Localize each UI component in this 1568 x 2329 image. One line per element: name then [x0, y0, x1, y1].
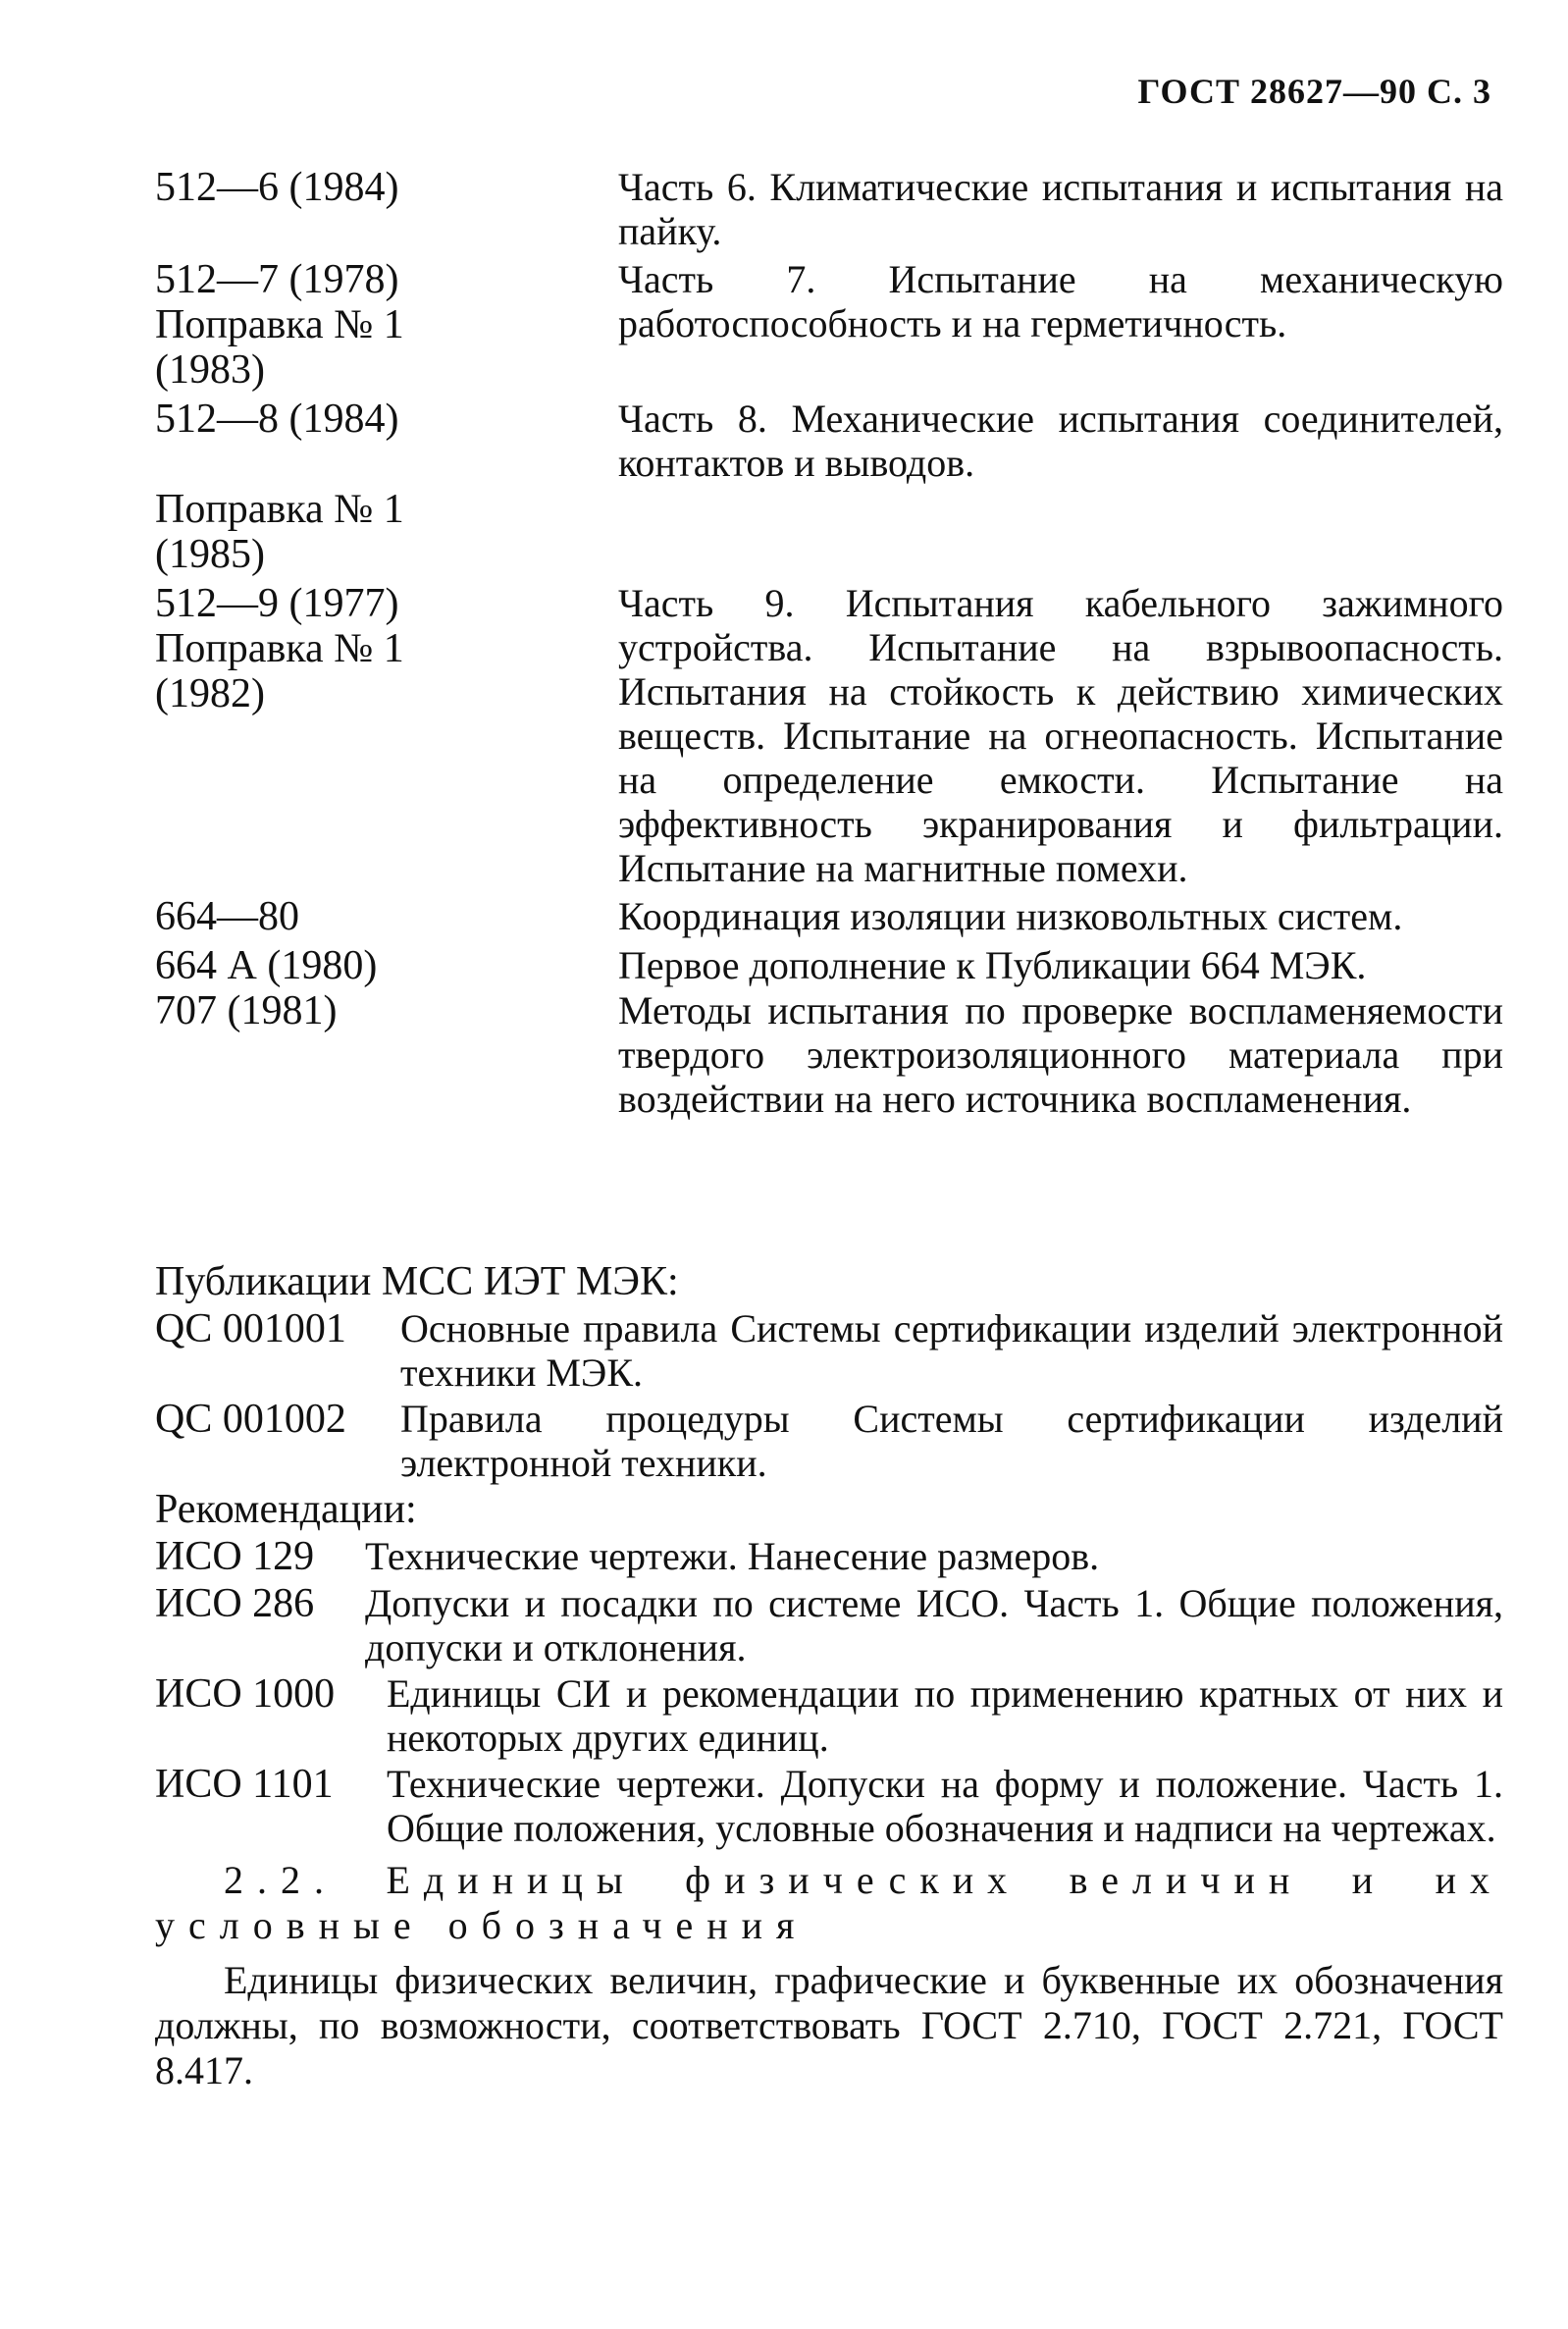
reference-description: Часть 8. Механические испытания соединителей, контактов и выводов. [618, 397, 1503, 485]
reference-code-line: 664—80 [155, 894, 299, 939]
reference-code [155, 581, 618, 716]
reference-code-line: 707 (1981) [155, 988, 338, 1033]
reference-code-line: 512—9 (1977) [155, 581, 399, 626]
recommendation-code: ИСО 1000 [155, 1671, 336, 1717]
publications-title: Публикации МСС ИЭТ МЭК: [155, 1259, 679, 1304]
reference-row [155, 988, 1503, 1121]
reference-code [155, 943, 618, 988]
reference-description: Часть 9. Испытания кабельного зажимного устройства. Испытание на взрывоопасность. Испытания на стойкость к действию химических веществ. Испытание на огнеопасность. Испытание на определение емкости. Испытание на эффективность экранирования и фильтрации. Испытание на магнитные помехи. [618, 581, 1503, 890]
reference-description: Координация изоляции низковольтных систем. [618, 894, 1403, 938]
reference-row [155, 894, 1503, 939]
recommendation-description: Технические чертежи. Нанесение размеров. [365, 1534, 1100, 1578]
publication-description: Основные правила Системы сертификации изделий электронной техники МЭК. [400, 1306, 1503, 1395]
publication-item [155, 1397, 1503, 1485]
recommendation-code: ИСО 129 [155, 1534, 315, 1579]
reference-description: Часть 7. Испытание на механическую работоспособность и на герметичность. [618, 257, 1503, 345]
reference-code-line: (1985) [155, 532, 265, 577]
reference-description: Методы испытания по проверке воспламеняемости твердого электроизоляционного материала при воздействии на него источника воспламенения. [618, 988, 1503, 1121]
publication-code: QC 001002 [155, 1397, 346, 1442]
publications-section [155, 1259, 1503, 2093]
reference-row [155, 581, 1503, 890]
reference-code-line: Поправка № 1 [155, 626, 404, 671]
reference-code [155, 165, 618, 210]
recommendation-description: Единицы СИ и рекомендации по применению кратных от них и некоторых других единиц. [387, 1671, 1503, 1760]
reference-row [155, 165, 1503, 253]
recommendation-description: Допуски и посадки по системе ИСО. Часть 1. Общие положения, допуски и отклонения. [365, 1581, 1503, 1669]
page-header: ГОСТ 28627—90 С. 3 [1137, 72, 1491, 111]
reference-code-line: (1983) [155, 347, 265, 393]
reference-code-line: 512—8 (1984) [155, 397, 399, 442]
clause-text: Единицы физических величин, графические и буквенные их обозначения должны, по возможности, соответствовать ГОСТ 2.710, ГОСТ 2.721, ГОСТ 8.417. [155, 1958, 1503, 2092]
reference-code [155, 894, 618, 939]
reference-code-spacer [155, 442, 618, 487]
reference-code-line: (1982) [155, 671, 265, 716]
reference-description: Часть 6. Климатические испытания и испытания на пайку. [618, 165, 1503, 253]
reference-code-line: Поправка № 1 [155, 302, 404, 347]
reference-code-line: 512—7 (1978) [155, 257, 399, 302]
reference-table [155, 165, 1503, 1125]
reference-code [155, 397, 618, 577]
recommendation-item [155, 1671, 1503, 1760]
recommendations-title: Рекомендации: [155, 1487, 417, 1532]
publication-code: QC 001001 [155, 1306, 346, 1351]
reference-row [155, 397, 1503, 577]
recommendation-code: ИСО 1101 [155, 1762, 334, 1807]
reference-code [155, 257, 618, 393]
recommendation-item [155, 1534, 1503, 1579]
reference-code-line: 512—6 (1984) [155, 165, 399, 210]
recommendation-item [155, 1581, 1503, 1669]
reference-code-line: 664 А (1980) [155, 943, 378, 988]
recommendation-description: Технические чертежи. Допуски на форму и положение. Часть 1. Общие положения, условные обозначения и надписи на чертежах. [387, 1762, 1503, 1850]
publication-item [155, 1306, 1503, 1395]
reference-code-line: Поправка № 1 [155, 487, 404, 532]
recommendation-code: ИСО 286 [155, 1581, 315, 1626]
reference-row [155, 943, 1503, 988]
reference-code [155, 988, 618, 1033]
reference-row [155, 257, 1503, 393]
publication-description: Правила процедуры Системы сертификации изделий электронной техники. [400, 1397, 1503, 1485]
reference-description: Первое дополнение к Публикации 664 МЭК. [618, 943, 1367, 987]
clause-heading: 2.2. Единицы физических величин и их условные обозначения [155, 1858, 1503, 1947]
recommendation-item [155, 1762, 1503, 1850]
